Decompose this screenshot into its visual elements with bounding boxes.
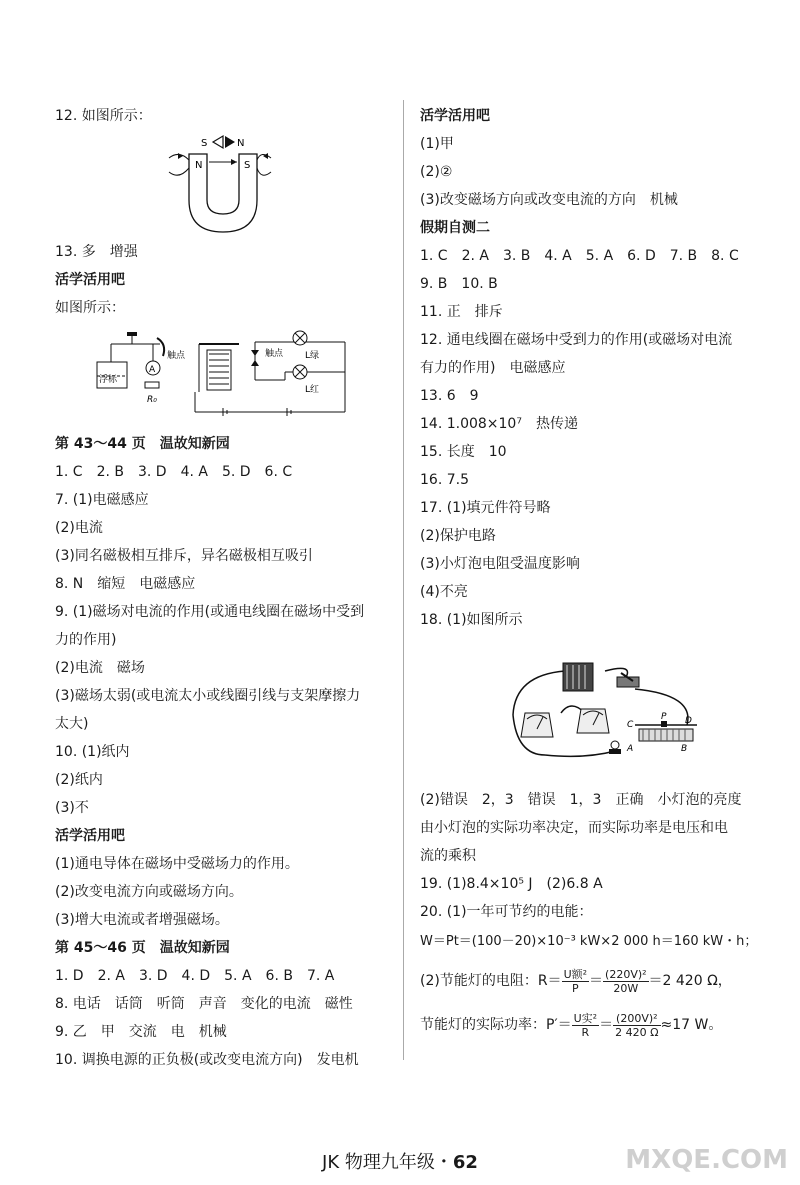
answer-line: 1. C 2. A 3. B 4. A 5. A 6. D 7. B 8. C: [420, 248, 739, 264]
answer-line: (2)电流 磁场: [55, 660, 145, 676]
answer-line: (2)保护电路: [420, 528, 496, 544]
answer-line: 14. 1.008×10⁷ 热传递: [420, 416, 578, 432]
answer-line: 12. 通电线圈在磁场中受到力的作用(或磁场对电流: [420, 332, 733, 348]
answer-12: 12. 如图所示：: [55, 108, 152, 124]
fraction: $\frac{\text{(200V)²}}{2 420 \Omega}$: [615, 1011, 659, 1039]
answer-line: (2)纸内: [55, 772, 103, 788]
answer-line: 15. 长度 10: [420, 444, 507, 460]
answer-line: (1)甲: [420, 136, 454, 152]
svg-text:R₀: R₀: [147, 395, 157, 405]
relay-circuit-diagram: [95, 322, 350, 420]
svg-text:浮标: 浮标: [99, 375, 118, 385]
svg-text:L绿: L绿: [305, 351, 320, 361]
section-heading: 假期自测二: [420, 220, 490, 236]
answer-line: 太大): [55, 716, 89, 732]
answer-line: (4)不亮: [420, 584, 468, 600]
answer-line: (1)通电导体在磁场中受磁场力的作用。: [55, 856, 299, 872]
answer-line: 流的乘积: [420, 848, 476, 864]
answer-line: 7. (1)电磁感应: [55, 492, 149, 508]
svg-text:S: S: [201, 138, 208, 149]
answer-line: 9. 乙 甲 交流 电 机械: [55, 1024, 227, 1040]
answer-line: (3)不: [55, 800, 89, 816]
svg-text:C: C: [627, 720, 634, 730]
answer-line: (3)小灯泡电阻受温度影响: [420, 556, 580, 572]
answer-line: 10. 调换电源的正负极(或改变电流方向) 发电机: [55, 1052, 359, 1068]
svg-text:触点: 触点: [265, 349, 284, 359]
answer-line: 20. (1)一年可节约的电能：: [420, 904, 593, 920]
fraction: $\frac{\text{(220V)²}}{20W}$: [605, 967, 647, 995]
answer-line: 8. 电话 话筒 听筒 声音 变化的电流 磁性: [55, 996, 353, 1012]
fraction: $\frac{\text{U额²}}{P}$: [563, 967, 588, 995]
answer-line: (3)增大电流或者增强磁场。: [55, 912, 229, 928]
section-heading: 活学活用吧: [55, 272, 125, 288]
section-heading: 第 43～44 页 温故知新园: [55, 436, 230, 452]
watermark: MXQE.COM: [625, 1145, 788, 1175]
section-heading: 第 45～46 页 温故知新园: [55, 940, 230, 956]
answer-line: 10. (1)纸内: [55, 744, 130, 760]
svg-text:L红: L红: [305, 385, 320, 395]
answer-line: (2)错误 2，3 错误 1，3 正确 小灯泡的亮度: [420, 792, 742, 808]
circuit-diagram: [505, 655, 720, 763]
column-divider: [403, 100, 404, 1060]
answer-line: 9. B 10. B: [420, 276, 498, 292]
answer-line: 11. 正 排斥: [420, 304, 503, 320]
equation-resistance: (2)节能灯的电阻：R＝ $\frac{\text{U额²}}{P}$ ＝ $\frac{\text{(220V)²}}{20W}$ ＝2 420 Ω，: [420, 967, 732, 995]
answer-line: 18. (1)如图所示: [420, 612, 523, 628]
answer-line: 16. 7.5: [420, 472, 469, 488]
svg-text:N: N: [195, 160, 203, 171]
figure-caption: 如图所示：: [55, 300, 125, 316]
svg-text:P: P: [661, 712, 667, 722]
answer-line: 9. (1)磁场对电流的作用(或通电线圈在磁场中受到: [55, 604, 365, 620]
answer-13: 13. 多 增强: [55, 244, 138, 260]
answer-line: (3)同名磁极相互排斥，异名磁极相互吸引: [55, 548, 313, 564]
page-number: 62: [452, 1152, 478, 1173]
svg-text:N: N: [237, 138, 245, 149]
answer-line: 19. (1)8.4×10⁵ J (2)6.8 A: [420, 876, 603, 892]
answer-line: 1. D 2. A 3. D 4. D 5. A 6. B 7. A: [55, 968, 335, 984]
answer-line: 8. N 缩短 电磁感应: [55, 576, 196, 592]
svg-text:S: S: [244, 160, 251, 171]
answer-line: (2)电流: [55, 520, 103, 536]
svg-text:D: D: [685, 716, 692, 726]
fraction: $\frac{\text{U实²}}{R}$: [573, 1011, 598, 1039]
section-heading: 活学活用吧: [420, 108, 490, 124]
answer-line: (3)改变磁场方向或改变电流的方向 机械: [420, 192, 678, 208]
answer-line: 1. C 2. B 3. D 4. A 5. D 6. C: [55, 464, 293, 480]
svg-text:触点: 触点: [167, 351, 186, 361]
answer-line: 13. 6 9: [420, 388, 479, 404]
svg-text:A: A: [627, 744, 634, 754]
equation-power: 节能灯的实际功率：P′＝ $\frac{\text{U实²}}{R}$ ＝ $\frac{\text{(200V)²}}{2 420 \Omega}$ ≈17 W。: [420, 1011, 723, 1039]
answer-line: (2)②: [420, 164, 453, 180]
magnet-diagram: [165, 128, 275, 240]
answer-line: 有力的作用) 电磁感应: [420, 360, 566, 376]
answer-line: (2)改变电流方向或磁场方向。: [55, 884, 243, 900]
svg-text:A: A: [149, 365, 156, 375]
equation-line: W＝Pt＝(100－20)×10⁻³ kW×2 000 h＝160 kW・h；: [420, 934, 758, 949]
answer-line: 力的作用): [55, 632, 117, 648]
footer-label: JK 物理九年级・: [322, 1152, 453, 1173]
answer-line: 由小灯泡的实际功率决定，而实际功率是电压和电: [420, 820, 728, 836]
svg-text:B: B: [681, 744, 688, 754]
answer-line: 17. (1)填元件符号略: [420, 500, 551, 516]
section-heading: 活学活用吧: [55, 828, 125, 844]
answer-line: (3)磁场太弱(或电流太小或线圈引线与支架摩擦力: [55, 688, 361, 704]
